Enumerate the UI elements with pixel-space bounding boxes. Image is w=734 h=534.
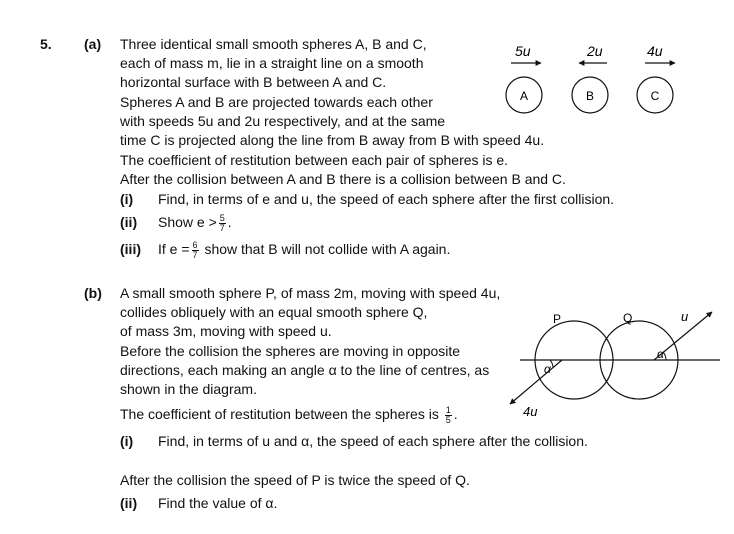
diagram-spheres-abc: [495, 38, 695, 118]
part-a-line-4: Spheres A and B are projected towards each other: [120, 94, 433, 110]
fraction-denominator: 7: [219, 222, 225, 233]
if-e-suffix: show that B will not collide with A again.: [204, 241, 451, 257]
part-a-label: (a): [84, 36, 102, 52]
part-a-sub-i-text: Find, in terms of e and u, the speed of each sphere after the first collision.: [158, 191, 615, 207]
fraction-5-7: [219, 214, 226, 233]
fraction-1-5: [445, 406, 452, 425]
part-a-line-1: Three identical small smooth spheres A, B and C,: [120, 36, 427, 52]
show-e-suffix: .: [227, 214, 232, 230]
part-b-line-5: directions, each making an angle α to the line of centres, as: [120, 362, 490, 378]
fraction-numerator: 1: [445, 404, 451, 415]
part-a-line-2: each of mass m, lie in a straight line on a smooth: [120, 55, 424, 71]
speed-label-q: u: [681, 309, 689, 324]
part-a-sub-ii-text: [158, 210, 232, 234]
show-e-prefix: Show e >: [158, 214, 217, 230]
speed-label-a: 5u: [515, 43, 531, 59]
part-b-line-2: collides obliquely with an equal smooth sphere Q,: [120, 304, 428, 320]
speed-label-b: 2u: [587, 43, 603, 59]
part-b-label: (b): [84, 285, 102, 301]
sphere-a-label: A: [519, 89, 529, 103]
speed-label-c: 4u: [647, 43, 663, 59]
part-b-line-6: shown in the diagram.: [120, 381, 257, 397]
part-a-line-5: with speeds 5u and 2u respectively, and at the same: [120, 113, 446, 129]
diagram-oblique-collision: [508, 300, 728, 425]
sphere-c-label: C: [650, 89, 660, 103]
fraction-numerator: 6: [192, 239, 198, 250]
restitution-prefix: The coefficient of restitution between the spheres is: [120, 406, 439, 422]
part-a-sub-iii-label: (iii): [120, 241, 141, 257]
part-b-after-text: After the collision the speed of P is twice the speed of Q.: [120, 472, 470, 488]
sphere-q-label: Q: [623, 311, 633, 325]
angle-label-q: α: [657, 347, 664, 361]
fraction-6-7: [192, 241, 199, 260]
restitution-suffix: .: [453, 406, 458, 422]
fraction-numerator: 5: [219, 212, 225, 223]
part-b-line-4: Before the collision the spheres are moving in opposite: [120, 343, 461, 359]
part-a-line-7: The coefficient of restitution between each pair of spheres is e.: [120, 152, 509, 168]
fraction-denominator: 5: [445, 414, 451, 425]
if-e-prefix: If e =: [158, 241, 190, 257]
part-b-sub-i-label: (i): [120, 433, 134, 449]
sphere-p-label: P: [553, 312, 562, 326]
part-b-sub-ii-label: (ii): [120, 495, 138, 511]
part-a-sub-i-label: (i): [120, 191, 134, 207]
fraction-denominator: 7: [192, 249, 198, 260]
part-a-sub-iii-text: [158, 237, 450, 261]
part-b-line-1: A small smooth sphere P, of mass 2m, moving with speed 4u,: [120, 285, 501, 301]
part-b-line-3: of mass 3m, moving with speed u.: [120, 323, 332, 339]
angle-label-p: α: [544, 362, 551, 376]
part-b-sub-ii-text: Find the value of α.: [158, 495, 278, 511]
sphere-b-label: B: [585, 89, 595, 103]
question-number: 5.: [40, 36, 52, 52]
part-b-sub-i-text: Find, in terms of u and α, the speed of each sphere after the collision.: [158, 433, 588, 449]
part-a-line-6: time C is projected along the line from B away from B with speed 4u.: [120, 132, 545, 148]
part-a-line-3: horizontal surface with B between A and C.: [120, 74, 387, 90]
part-a-sub-ii-label: (ii): [120, 214, 138, 230]
speed-label-p: 4u: [523, 404, 538, 419]
part-b-restitution: [120, 402, 458, 426]
part-a-line-8: After the collision between A and B there is a collision between B and C.: [120, 171, 566, 187]
